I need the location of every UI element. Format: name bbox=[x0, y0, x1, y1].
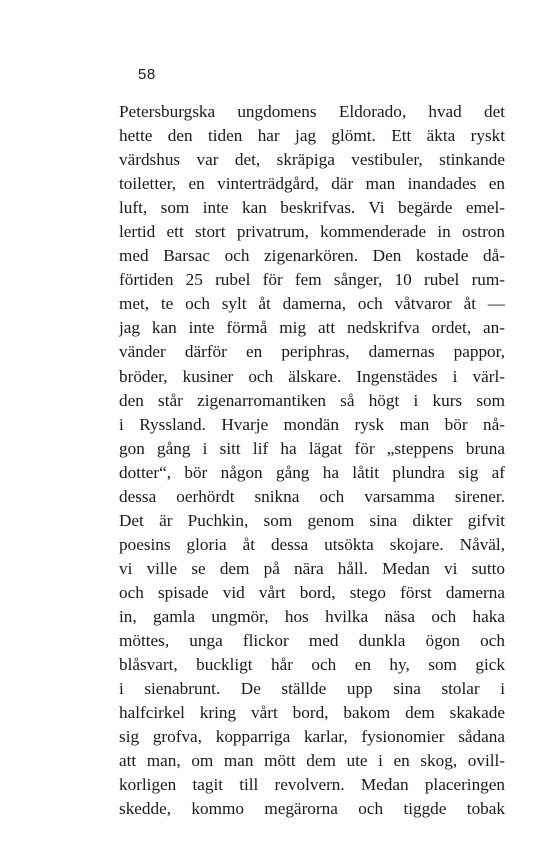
body-text bbox=[119, 100, 505, 821]
text-line: vänder därför en periphras, damernas pappor, bbox=[119, 342, 505, 362]
text-line: jag kan inte förmå mig att nedskrifva ordet, an- bbox=[119, 318, 505, 338]
text-line: den står zigenarromantiken så högt i kurs som bbox=[119, 390, 505, 410]
text-line: poesins gloria åt dessa utsökta skojare. Nåväl, bbox=[119, 534, 505, 554]
text-line: värdshus var det, skräpiga vestibuler, stinkande bbox=[119, 150, 505, 170]
page-number: 58 bbox=[138, 66, 156, 83]
text-line: gon gång i sitt lif ha lägat för „steppens bruna bbox=[119, 438, 505, 458]
text-line: blåsvart, buckligt hår och en hy, som gick bbox=[119, 655, 505, 675]
text-line: att man, om man mött dem ute i en skog, ovill- bbox=[119, 751, 505, 771]
text-line: möttes, unga flickor med dunkla ögon och bbox=[119, 631, 505, 651]
text-line: in, gamla ungmör, hos hvilka näsa och haka bbox=[119, 606, 505, 626]
text-line: halfcirkel kring vårt bord, bakom dem skakade bbox=[119, 703, 505, 723]
text-line: sig grofva, kopparriga karlar, fysionomier sådana bbox=[119, 727, 505, 747]
text-line: dotter“, bör någon gång ha låtit plundra sig af bbox=[119, 462, 505, 482]
text-line: bröder, kusiner och älskare. Ingenstädes i värl- bbox=[119, 366, 505, 386]
text-line: Petersburgska ungdomens Eldorado, hvad det bbox=[119, 102, 505, 121]
text-line: hette den tiden har jag glömt. Ett äkta ryskt bbox=[119, 126, 505, 146]
text-line: korligen tagit till revolvern. Medan placeringen bbox=[119, 775, 505, 795]
text-line: med Barsac och zigenarkören. Den kostade då- bbox=[119, 246, 505, 266]
text-line: met, te och sylt åt damerna, och våtvaror åt — bbox=[119, 294, 505, 314]
text-line: luft, som inte kan beskrifvas. Vi begärde emel- bbox=[119, 198, 505, 218]
text-line: toiletter, en vinterträdgård, där man inandades en bbox=[119, 174, 505, 194]
text-line: i Ryssland. Hvarje mondän rysk man bör nå- bbox=[119, 414, 505, 434]
text-line: förtiden 25 rubel för fem sånger, 10 rubel rum- bbox=[119, 270, 505, 290]
text-line: i sienabrunt. De ställde upp sina stolar i bbox=[119, 679, 505, 699]
text-line: dessa oerhördt snikna och varsamma sirener. bbox=[119, 486, 505, 506]
text-line: Det är Puchkin, som genom sina dikter gifvit bbox=[119, 510, 505, 530]
text-line: lertid ett stort privatrum, kommenderade in ostron bbox=[119, 222, 505, 242]
text-line: och spisade vid vårt bord, stego först damerna bbox=[119, 582, 505, 602]
text-line: skedde, kommo megärorna och tiggde tobak bbox=[119, 799, 505, 819]
text-line: vi ville se dem på nära håll. Medan vi sutto bbox=[119, 558, 505, 578]
